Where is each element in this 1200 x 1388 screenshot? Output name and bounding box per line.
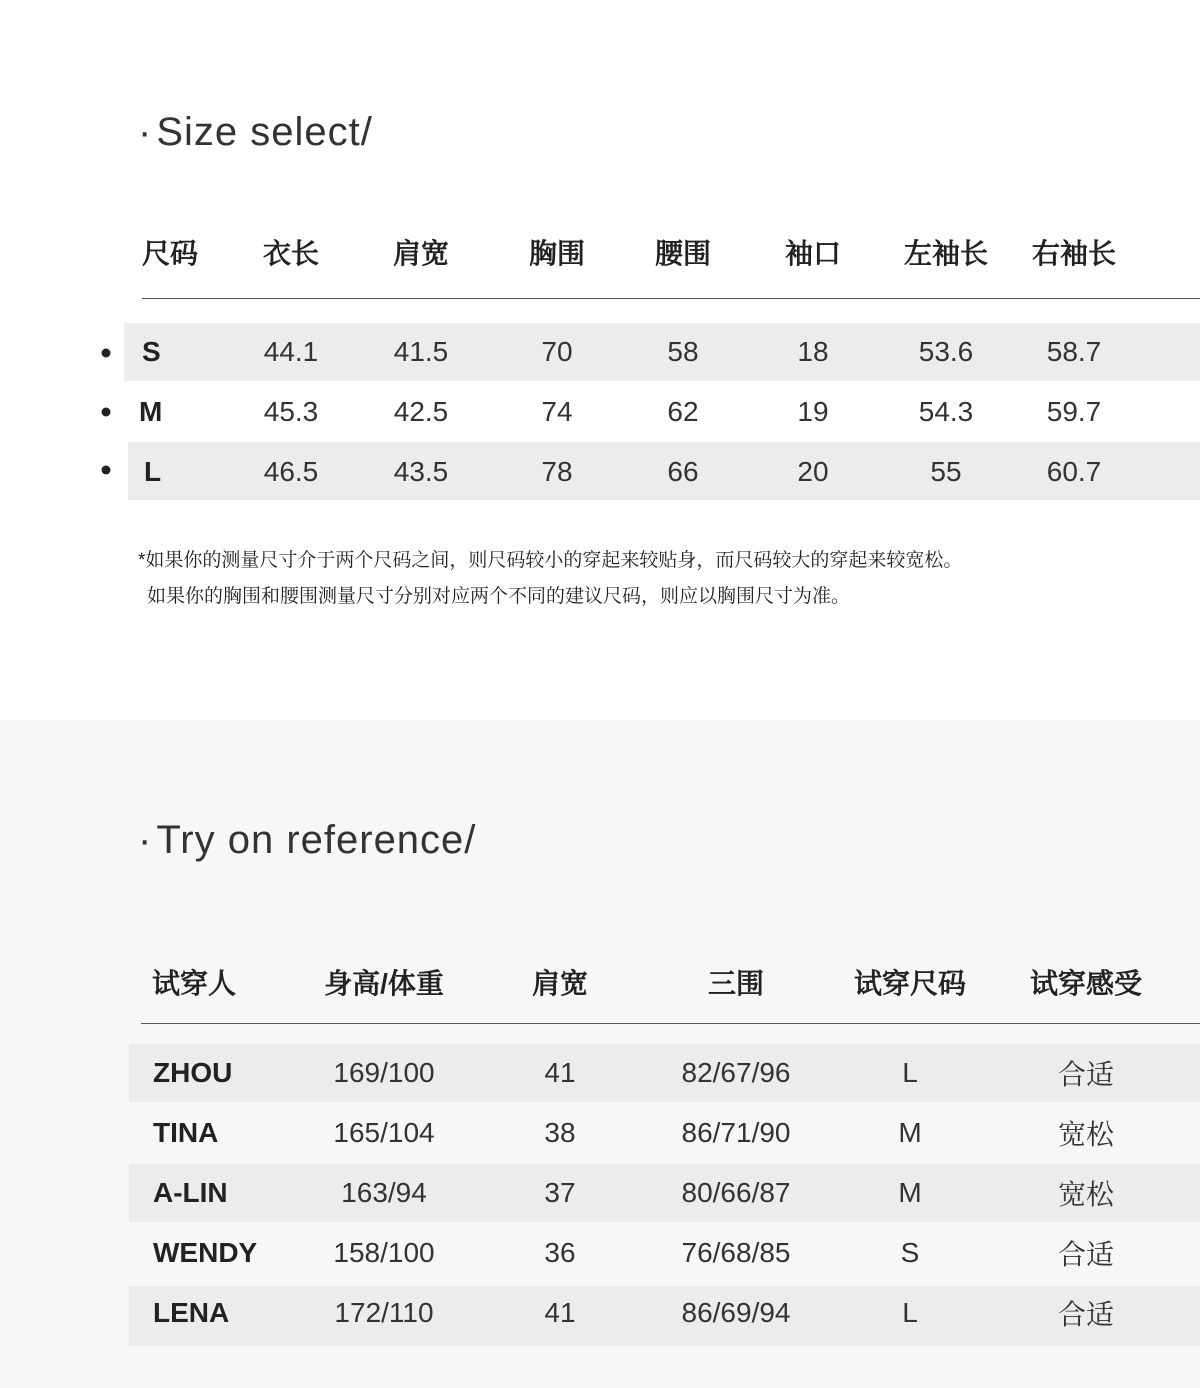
size-header-cuff: 袖口 (784, 238, 842, 269)
try-value: S (900, 1237, 920, 1268)
try-person: A-LIN (153, 1177, 228, 1208)
try-value: L (902, 1297, 918, 1328)
size-select-title-text: Size select/ (156, 110, 373, 154)
try-value: 165/104 (333, 1117, 435, 1148)
size-label: M (139, 396, 163, 427)
try-value: 158/100 (333, 1237, 435, 1268)
size-value: 62 (667, 396, 699, 427)
size-value: 54.3 (918, 396, 974, 427)
try-header-shoulder: 肩宽 (531, 968, 589, 999)
size-value: 18 (797, 336, 829, 367)
try-value: 41 (544, 1057, 576, 1088)
size-value: 45.3 (263, 396, 319, 427)
size-value: 66 (667, 456, 699, 487)
try-value: 宽松 (1057, 1179, 1115, 1210)
size-label: L (144, 456, 162, 487)
try-value: 169/100 (333, 1057, 435, 1088)
try-value: 86/69/94 (681, 1297, 791, 1328)
try-header-height-weight: 身高/体重 (324, 968, 444, 999)
size-row-bullet (102, 349, 111, 358)
try-value: M (898, 1177, 922, 1208)
size-header-right-sleeve: 右袖长 (1031, 238, 1117, 269)
try-value: 合适 (1057, 1299, 1115, 1330)
size-value: 58.7 (1046, 336, 1102, 367)
try-on-title: · Try on reference/ (138, 818, 477, 862)
size-select-title: · Size select/ (138, 110, 373, 154)
try-row-bg (129, 1044, 1200, 1102)
try-value: M (898, 1117, 922, 1148)
try-value: 37 (544, 1177, 576, 1208)
try-header-measurements: 三围 (707, 968, 765, 999)
try-value: 41 (544, 1297, 576, 1328)
try-value: L (902, 1057, 918, 1088)
size-header-left-sleeve: 左袖长 (903, 238, 989, 269)
size-value: 44.1 (263, 336, 319, 367)
try-value: 80/66/87 (681, 1177, 791, 1208)
size-value: 60.7 (1046, 456, 1102, 487)
try-person: ZHOU (153, 1057, 233, 1088)
size-note-line-1: *如果你的测量尺寸介于两个尺码之间，则尺码较小的穿起来较贴身，而尺码较大的穿起来较宽松。 (138, 550, 963, 571)
try-header-feel: 试穿感受 (1029, 968, 1143, 999)
try-row-bg (129, 1286, 1200, 1346)
try-header-person: 试穿人 (151, 968, 237, 999)
size-note-line-2: 如果你的胸围和腰围测量尺寸分别对应两个不同的建议尺码，则应以胸围尺寸为准。 (147, 586, 851, 607)
size-value: 78 (541, 456, 573, 487)
size-value: 70 (541, 336, 573, 367)
size-value: 55 (930, 456, 962, 487)
try-on-title-text: Try on reference/ (156, 818, 477, 862)
size-value: 74 (541, 396, 573, 427)
size-header-waist: 腰围 (654, 238, 712, 269)
size-value: 58 (667, 336, 699, 367)
try-value: 76/68/85 (681, 1237, 791, 1268)
size-value: 59.7 (1046, 396, 1102, 427)
try-person: TINA (153, 1117, 219, 1148)
size-header-shoulder: 肩宽 (392, 238, 450, 269)
size-value: 46.5 (263, 456, 319, 487)
try-value: 36 (544, 1237, 576, 1268)
try-value: 163/94 (341, 1177, 427, 1208)
try-value: 172/110 (334, 1297, 434, 1328)
size-label: S (142, 336, 161, 367)
try-person: LENA (153, 1297, 230, 1328)
size-row-bullet (102, 466, 111, 475)
try-value: 宽松 (1057, 1119, 1115, 1150)
try-value: 82/67/96 (681, 1057, 791, 1088)
try-header-size: 试穿尺码 (853, 968, 967, 999)
try-row-bg (129, 1164, 1200, 1222)
size-value: 19 (797, 396, 829, 427)
try-value: 38 (544, 1117, 576, 1148)
size-header-chest: 胸围 (528, 238, 586, 269)
try-value: 合适 (1057, 1059, 1115, 1090)
size-header-length: 衣长 (262, 238, 320, 269)
try-value: 合适 (1057, 1239, 1115, 1270)
size-row-bullet (102, 408, 111, 417)
try-header-divider (141, 1023, 1200, 1024)
try-value: 86/71/90 (681, 1117, 791, 1148)
size-value: 42.5 (393, 396, 449, 427)
size-value: 53.6 (918, 336, 974, 367)
size-value: 41.5 (393, 336, 449, 367)
try-person: WENDY (153, 1237, 258, 1268)
size-header-divider (142, 298, 1200, 299)
size-value: 43.5 (393, 456, 449, 487)
size-value: 20 (797, 456, 829, 487)
size-header-size: 尺码 (141, 238, 199, 269)
